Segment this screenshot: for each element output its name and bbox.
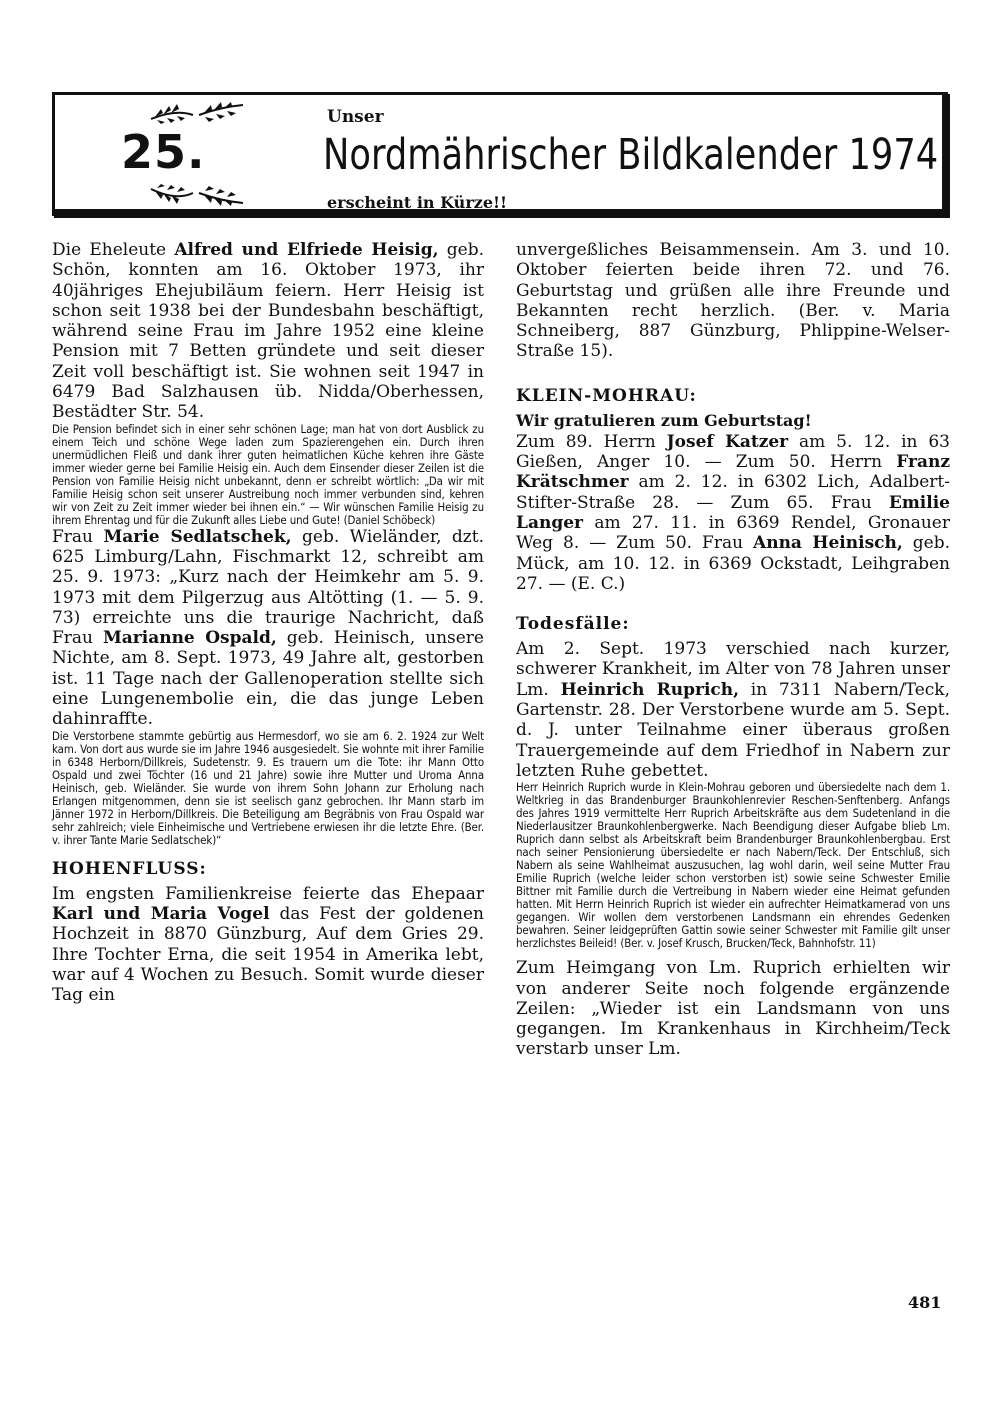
banner-kicker: Unser (327, 107, 384, 127)
article-vogel: Im engsten Familienkreise feierte das Ehepaar Karl und Maria Vogel das Fest der goldenen Hochzeit in 8870 Günzburg, Auf dem Gries 29. Ihre Tochter Erna, die seit 1954 in Amerika lebt, war auf 4 Wochen zu Besuch. Somit wurde dieser Tag ein (52, 883, 484, 1006)
birthday-subheading: Wir gratulieren zum Geburtstag! (516, 410, 812, 430)
section-heading-todesfaelle: Todesfälle: (516, 614, 630, 635)
article-heisig: Die Eheleute Alfred und Elfriede Heisig, geb. Schön, konnten am 16. Oktober 1973, ihr 40jähriges Ehejubiläum feiern. Herr Heisig ist schon seit 1938 bei der Bundesbahn beschäftigt, während seine Frau im Jahre 1952 eine kleine Pension mit 7 Betten gründete und seit dieser Zeit voll beschäftigt ist. Sie wohnen seit 1947 in 6479 Bad Salzhausen üb. Nidda/Oberhessen, Bestädter Str. 54. (52, 240, 484, 423)
banner-subtitle: erscheint in Kürze!! (327, 193, 508, 212)
article-vogel-continued: unvergeßliches Beisammensein. Am 3. und 10. Oktober feierten beide ihren 72. und 76. Geburtstag und grüßen alle ihre Freunde und Bekannten recht herzlich. (Ber. v. Maria Schneiberg, 887 Günzburg, Phlippine-Welser-Straße 15). (516, 240, 950, 362)
article-heisig-note: Die Pension befindet sich in einer sehr schönen Lage; man hat von dort Ausblick zu einem Teich und schöne Wege laden zum Spazierengehen ein. Durch ihren unermüdlichen Fleiß und dank ihrer guten heimatlichen Küche kehren ihre Gäste immer wieder gerne bei Familie Heisig ein. Auch dem Einsender dieser Zeilen ist die Pension von Familie Heisig nicht unbekannt, denn er schreibt wörtlich: „Da wir mit Familie Heisig schon seit unserer Austreibung noch immer verbunden sind, kehren wir von Zeit zu Zeit immer wieder bei ihnen ein.“ — Wir wünschen Familie Heisig zu ihrem Ehrentag und für die Zukunft alles Liebe und Gute! (Daniel Schöbeck) (52, 421, 484, 527)
left-column (52, 240, 484, 1005)
page-number: 481 (908, 1293, 942, 1312)
article-ospald-note: Die Verstorbene stammte gebürtig aus Hermesdorf, wo sie am 6. 2. 1924 zur Welt kam. Von dort aus wurde sie im Jahre 1946 ausgesiedelt. Sie wohnte mit ihrer Familie in 6348 Herborn/Dillkreis, Sudetenstr. 9. Es trauern um die Tote: ihr Mann Otto Ospald und zwei Töchter (16 und 21 Jahre) sowie ihre Mutter und Uroma Anna Heinisch, geb. Wieländer. Sie wurde von ihrem Sohn Johann zur Erholung nach Erlangen mitgenommen, denn sie ist seelisch ganz gebrochen. Ihr Mann starb im Jänner 1972 in Herborn/Dillkreis. Die Beteiligung am Begräbnis von Frau Ospald war sehr zahlreich; viele Einheimische und Vertriebene erwiesen ihr die letzte Ehre. (Ber. v. ihrer Tante Marie Sedlatschek)“ (52, 728, 484, 847)
right-column (516, 240, 950, 1060)
banner-title: Nordmährischer Bildkalender 1974 (323, 130, 939, 180)
issue-number: 25. (121, 125, 206, 179)
article-sedlatschek: Frau Marie Sedlatschek, geb. Wieländer, dzt. 625 Limburg/Lahn, Fischmarkt 12, schreibt am 25. 9. 1973: „Kurz nach der Heimkehr am 5. 9. 1973 mit dem Pilgerzug aus Altötting (1. — 5. 9. 73) erreichte uns die traurige Nachricht, daß Frau Marianne Ospald, geb. Heinisch, unsere Nichte, am 8. Sept. 1973, 49 Jahre alt, gestorben ist. 11 Tage nach der Gallenoperation stellte sich eine Lungenembolie ein, die das junge Leben dahinraffte. (52, 526, 484, 730)
section-heading-hohenfluss: HOHENFLUSS: (52, 858, 207, 879)
birthday-list: Zum 89. Herrn Josef Katzer am 5. 12. in 63 Gießen, Anger 10. — Zum 50. Herrn Franz Krätschmer am 2. 12. in 6302 Lich, Adalbert-Stifter-Straße 28. — Zum 65. Frau Emilie Langer am 27. 11. in 6369 Rendel, Gronauer Weg 8. — Zum 50. Frau Anna Heinisch, geb. Mück, am 10. 12. in 6369 Ockstadt, Leihgraben 27. — (E. C.) (516, 431, 950, 594)
laurel-ornament-icon (121, 181, 271, 207)
section-heading-klein-mohrau: KLEIN-MOHRAU: (516, 385, 697, 406)
article-ruprich: Am 2. Sept. 1973 verschied nach kurzer, schwerer Krankheit, im Alter von 78 Jahren unser Lm. Heinrich Ruprich, in 7311 Nabern/Teck, Gartenstr. 28. Der Verstorbene wurde am 5. Sept. d. J. unter Teilnahme einer überaus großen Trauergemeinde auf dem Friedhof in Nabern zur letzten Ruhe gebettet. (516, 639, 950, 781)
laurel-ornament-icon (121, 101, 271, 127)
article-ruprich-addendum: Zum Heimgang von Lm. Ruprich erhielten wir von anderer Seite noch folgende ergänzende Zeilen: „Wieder ist ein Landsmann von uns gegangen. Im Krankenhaus in Kirchheim/Teck verstarb unser Lm. (516, 958, 950, 1060)
calendar-announcement-banner (52, 92, 948, 216)
article-ruprich-note: Herr Heinrich Ruprich wurde in Klein-Mohrau geboren und übersiedelte nach dem 1. Weltkrieg in das Brandenburger Braunkohlenrevier Reschen-Senftenberg. Anfangs des Jahres 1919 vermittelte Herr Ruprich Arbeitskräfte aus dem Sudetenland in die Niederlausitzer Braunkohlenbergwerke. Nach Beendigung dieser Aufgabe blieb Lm. Ruprich dann selbst als Arbeitskraft beim Brandenburger Braunkohlenbergbau. Erst nach seiner Pensionierung übersiedelte er nach Nabern/Teck. Der Entschluß, sich Nabern als seine Wahlheimat auszusuchen, lag wohl darin, weil seine Mutter Frau Emilie Ruprich (welche leider schon verstorben ist) sowie seine Schwester Emilie Bittner mit Familie durch die Vertreibung in Nabern wieder eine Heimat gefunden hatten. Mit Herrn Heinrich Ruprich ist wieder ein aufrechter Heimatkamerad von uns gegangen. Wir wollen dem verstorbenen Landsmann ein ehrendes Gedenken bewahren. Seiner leidgeprüften Gattin sowie seiner Schwester mit Familie gilt unser herzlichstes Beileid! (Ber. v. Josef Krusch, Brucken/Teck, Bahnhofstr. 11) (516, 780, 950, 951)
